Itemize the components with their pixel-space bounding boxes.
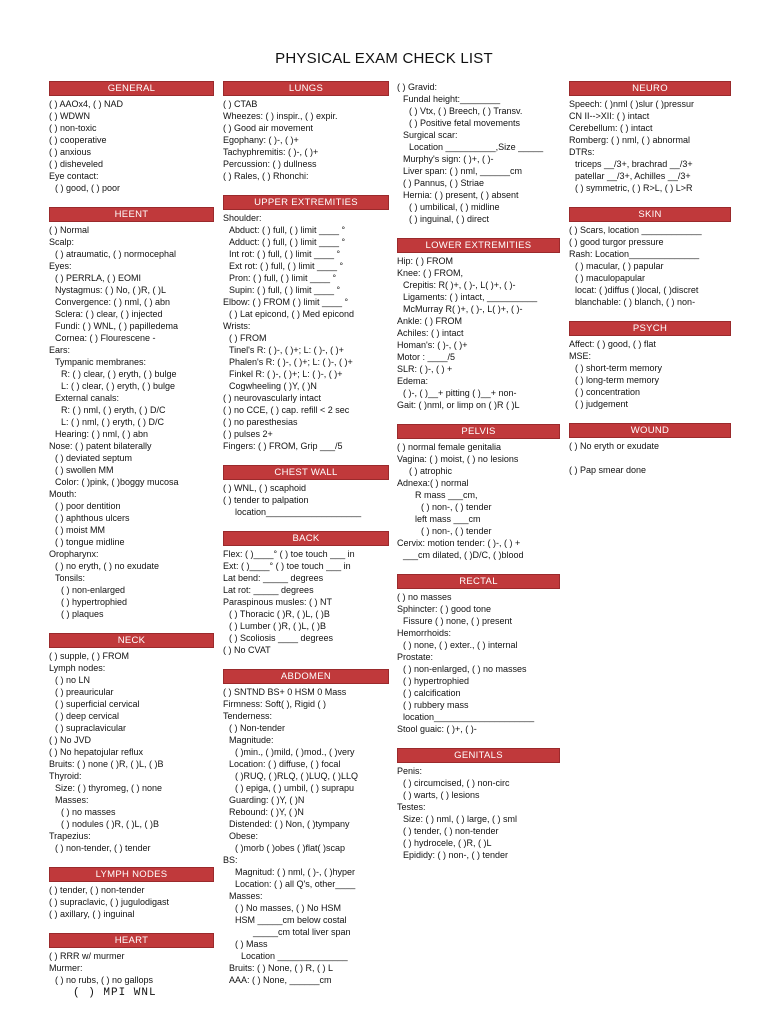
checklist-line: Adnexa:( ) normal	[397, 478, 469, 488]
checklist-line: ( ) No JVD	[49, 735, 92, 745]
checklist-line: _____cm total liver span	[253, 927, 351, 937]
checklist-line: locat: ( )diffus ( )local, ( )discret	[575, 285, 699, 295]
checklist-line: ( ) warts, ( ) lesions	[403, 790, 480, 800]
checklist-line: ( ) epiga, ( ) umbil, ( ) suprapu	[235, 783, 355, 793]
checklist-line: Masses:	[55, 795, 89, 805]
checklist-line: ( ) CTAB	[223, 99, 258, 109]
checklist-line: Magnitud: ( ) nml, ( )-, ( )hyper	[235, 867, 356, 877]
checklist-line: Nose: ( ) patent bilaterally	[49, 441, 152, 451]
checklist-line: Eye contact:	[49, 171, 99, 181]
checklist-line: Size: ( ) nml, ( ) large, ( ) sml	[403, 814, 518, 824]
checklist-line: Wrists:	[223, 321, 251, 331]
checklist-line: ( ) swollen MM	[55, 465, 114, 475]
section-wound	[569, 423, 731, 476]
checklist-line: Int rot: ( ) full, ( ) limit ____ °	[229, 249, 341, 259]
checklist-line: Location: ( ) all Q's, other____	[235, 879, 356, 889]
checklist-line: ( ) no LN	[55, 675, 91, 685]
section-gravid	[397, 81, 560, 225]
checklist-line: Gait: ( )nml, or limp on ( )R ( )L	[397, 400, 520, 410]
section-psych	[569, 321, 731, 410]
checklist-line: ( ) judgement	[575, 399, 629, 409]
checklist-line: Romberg: ( ) nml, ( ) abnormal	[569, 135, 691, 145]
section-general	[49, 81, 214, 194]
section-header-chest: CHEST WALL	[223, 465, 389, 480]
checklist-line: ( ) plaques	[61, 609, 104, 619]
checklist-line: Fingers: ( ) FROM, Grip ___/5	[223, 441, 343, 451]
checklist-line: Murmer:	[49, 963, 83, 973]
checklist-line: ( ) hypertrophied	[61, 597, 128, 607]
section-lungs	[223, 81, 389, 182]
checklist-line: ( ) long-term memory	[575, 375, 660, 385]
checklist-line: Color: ( )pink, ( )boggy mucosa	[55, 477, 179, 487]
checklist-line: Tachyphremitis: ( )-, ( )+	[223, 147, 319, 157]
checklist-line: ( ) no masses	[61, 807, 116, 817]
checklist-line: Scalp:	[49, 237, 75, 247]
checklist-line: R mass ___cm,	[415, 490, 478, 500]
section-rectal	[397, 574, 560, 735]
column-3	[397, 81, 560, 874]
checklist-line: ( ) Lumber ( )R, ( )L, ( )B	[229, 621, 327, 631]
checklist-line: left mass ___cm	[415, 514, 481, 524]
checklist-line: ( ) PERRLA, ( ) EOMI	[55, 273, 142, 283]
checklist-line: Cornea: ( ) Flourescene -	[55, 333, 156, 343]
checklist-line: ( ) neurovascularly intact	[223, 393, 322, 403]
checklist-line: L: ( ) clear, ( ) eryth, ( ) bulge	[61, 381, 176, 391]
section-header-pelvis: PELVIS	[397, 424, 560, 439]
checklist-line: location____________________	[403, 712, 535, 722]
checklist-line: ( ) FROM	[229, 333, 267, 343]
checklist-line: ( ) Non-tender	[229, 723, 286, 733]
checklist-line: Prostate:	[397, 652, 434, 662]
section-header-neuro: NEURO	[569, 81, 731, 96]
checklist-line: Phalen's R: ( )-, ( )+; L: ( )-, ( )+	[229, 357, 353, 367]
checklist-line: DTRs:	[569, 147, 595, 157]
checklist-line: Edema:	[397, 376, 429, 386]
section-header-lungs: LUNGS	[223, 81, 389, 96]
checklist-line: Adduct: ( ) full, ( ) limit ____ °	[229, 237, 346, 247]
checklist-line: SLR: ( )-, ( ) +	[397, 364, 453, 374]
checklist-line: Bruits: ( ) none ( )R, ( )L, ( )B	[49, 759, 164, 769]
checklist-line: ( ) Vtx, ( ) Breech, ( ) Transv.	[409, 106, 523, 116]
checklist-line: Ext rot: ( ) full, ( ) limit ____ °	[229, 261, 344, 271]
checklist-line: ( ) WNL, ( ) scaphoid	[223, 483, 307, 493]
checklist-line: Firmness: Soft( ), Rigid ( )	[223, 699, 327, 709]
checklist-line: ( ) Mass	[235, 939, 268, 949]
checklist-line: Nystagmus: ( ) No, ( )R, ( )L	[55, 285, 167, 295]
checklist-line: ( ) tender, ( ) non-tender	[403, 826, 499, 836]
checklist-line: ( ) axillary, ( ) inguinal	[49, 909, 135, 919]
checklist-line: ( ) circumcised, ( ) non-circ	[403, 778, 510, 788]
section-header-abdomen: ABDOMEN	[223, 669, 389, 684]
section-header-skin: SKIN	[569, 207, 731, 222]
checklist-line: Lymph nodes:	[49, 663, 106, 673]
checklist-line: ( ) no CCE, ( ) cap. refill < 2 sec	[223, 405, 350, 415]
checklist-line: AAA: ( ) None, ______cm	[229, 975, 332, 985]
checklist-line: ( ) No eryth or exudate	[569, 441, 660, 451]
checklist-line: MSE:	[569, 351, 592, 361]
checklist-line: ( ) no paresthesias	[223, 417, 298, 427]
checklist-line: ( ) Normal	[49, 225, 89, 235]
checklist-line: McMurray R( )+, ( )-, L( )+, ( )-	[403, 304, 523, 314]
column-1	[49, 81, 214, 1013]
checklist-line: L: ( ) nml, ( ) eryth, ( ) D/C	[61, 417, 165, 427]
checklist-line: ( ) Scoliosis ____ degrees	[229, 633, 334, 643]
checklist-line: ( ) Gravid:	[397, 82, 438, 92]
checklist-line: ( ) pulses 2+	[223, 429, 273, 439]
checklist-line: ( ) Good air movement	[223, 123, 314, 133]
checklist-line: Knee: ( ) FROM,	[397, 268, 464, 278]
checklist-line: ( ) tongue midline	[55, 537, 125, 547]
checklist-line: ( ) deviated septum	[55, 453, 133, 463]
checklist-line: ( ) tender, ( ) non-tender	[49, 885, 145, 895]
checklist-line: Wheezes: ( ) inspir., ( ) expir.	[223, 111, 338, 121]
checklist-line: ( ) MPI WNL	[73, 987, 157, 999]
checklist-line: ( ) supraclavic, ( ) jugulodigast	[49, 897, 170, 907]
checklist-line: Abduct: ( ) full, ( ) limit ____ °	[229, 225, 346, 235]
checklist-line: ( ) WDWN	[49, 111, 90, 121]
checklist-line: Hip: ( ) FROM	[397, 256, 453, 266]
checklist-line: Bruits: ( ) None, ( ) R, ( ) L	[229, 963, 334, 973]
checklist-line: ( ) Positive fetal movements	[409, 118, 521, 128]
checklist-line: Size: ( ) thyromeg, ( ) none	[55, 783, 163, 793]
checklist-line: Tenderness:	[223, 711, 273, 721]
checklist-line: Sclera: ( ) clear, ( ) injected	[55, 309, 163, 319]
checklist-line: Stool guaic: ( )+, ( )-	[397, 724, 477, 734]
checklist-line: ( ) superficial cervical	[55, 699, 140, 709]
checklist-line: location___________________	[235, 507, 362, 517]
checklist-line	[569, 452, 731, 464]
checklist-line: ( ) disheveled	[49, 159, 104, 169]
checklist-line: ( )morb ( )obes ( )flat( )scap	[235, 843, 346, 853]
checklist-line: ( ) supple, ( ) FROM	[49, 651, 130, 661]
checklist-line: ( ) non-enlarged, ( ) no masses	[403, 664, 527, 674]
checklist-line: blanchable: ( ) blanch, ( ) non-	[575, 297, 696, 307]
checklist-line: Penis:	[397, 766, 423, 776]
section-lymph	[49, 867, 214, 920]
page-title: PHYSICAL EXAM CHECK LIST	[275, 50, 493, 67]
column-4	[569, 81, 731, 489]
checklist-line: Lat rot: _____ degrees	[223, 585, 314, 595]
checklist-line: Obese:	[229, 831, 259, 841]
checklist-line: Hernia: ( ) present, ( ) absent	[403, 190, 519, 200]
checklist-line: Distended: ( ) Non, ( )tympany	[229, 819, 350, 829]
checklist-line: Tinel's R: ( )-, ( )+; L: ( )-, ( )+	[229, 345, 344, 355]
checklist-line: Oropharynx:	[49, 549, 99, 559]
checklist-line: ( ) No masses, ( ) No HSM	[235, 903, 342, 913]
checklist-line: CN II-->XII: ( ) intact	[569, 111, 650, 121]
checklist-line: ( ) No CVAT	[223, 645, 271, 655]
checklist-line: Ears:	[49, 345, 71, 355]
checklist-line: ( )min., ( )mild, ( )mod., ( )very	[235, 747, 355, 757]
checklist-line: External canals:	[55, 393, 120, 403]
checklist-line: ( ) Pannus, ( ) Striae	[403, 178, 485, 188]
section-back	[223, 531, 389, 656]
checklist-line: Elbow: ( ) FROM ( ) limit ____ °	[223, 297, 349, 307]
checklist-line: Vagina: ( ) moist, ( ) no lesions	[397, 454, 519, 464]
checklist-line: Lat bend: _____ degrees	[223, 573, 324, 583]
checklist-line: ( ) hydrocele, ( )R, ( )L	[403, 838, 492, 848]
checklist-line: Pron: ( ) full, ( ) limit ____ °	[229, 273, 337, 283]
checklist-line: ( ) cooperative	[49, 135, 107, 145]
checklist-line: ( ) inguinal, ( ) direct	[409, 214, 490, 224]
checklist-line: Tympanic membranes:	[55, 357, 147, 367]
checklist-line: Rash: Location______________	[569, 249, 700, 259]
checklist-line: ( ) non-toxic	[49, 123, 97, 133]
checklist-line: ( ) Pap smear done	[569, 465, 647, 475]
checklist-line: Hemorrhoids:	[397, 628, 452, 638]
checklist-line: Percussion: ( ) dullness	[223, 159, 317, 169]
checklist-line: Testes:	[397, 802, 426, 812]
checklist-line: BS:	[223, 855, 238, 865]
checklist-line: Sphincter: ( ) good tone	[397, 604, 492, 614]
checklist-line: Fissure ( ) none, ( ) present	[403, 616, 513, 626]
checklist-line: ( ) no eryth, ( ) no exudate	[55, 561, 160, 571]
checklist-line: ( ) poor dentition	[55, 501, 121, 511]
checklist-line: ( ) rubbery mass	[403, 700, 469, 710]
section-header-back: BACK	[223, 531, 389, 546]
section-neck	[49, 633, 214, 854]
checklist-line: ( ) nodules ( )R, ( )L, ( )B	[61, 819, 160, 829]
checklist-line: Crepitis: R( )+, ( )-, L( )+, ( )-	[403, 280, 516, 290]
checklist-line: ( ) no masses	[397, 592, 452, 602]
checklist-line: Surgical scar:	[403, 130, 458, 140]
checklist-line: Location: ( ) diffuse, ( ) focal	[229, 759, 341, 769]
section-header-rectal: RECTAL	[397, 574, 560, 589]
section-heent	[49, 207, 214, 620]
checklist-line: Tonsils:	[55, 573, 86, 583]
checklist-line: ( ) anxious	[49, 147, 92, 157]
checklist-line: ( ) preauricular	[55, 687, 114, 697]
checklist-line: Affect: ( ) good, ( ) flat	[569, 339, 656, 349]
section-upper	[223, 195, 389, 452]
checklist-line: ( ) moist MM	[55, 525, 105, 535]
checklist-line: ( ) SNTND BS+ 0 HSM 0 Mass	[223, 687, 347, 697]
section-skin	[569, 207, 731, 308]
section-header-heent: HEENT	[49, 207, 214, 222]
checklist-line: Location ______________	[241, 951, 348, 961]
checklist-line: ( ) No hepatojular reflux	[49, 747, 144, 757]
checklist-line: ( ) atrophic	[409, 466, 453, 476]
checklist-line: ( ) supraclavicular	[55, 723, 127, 733]
checklist-line: Speech: ( )nml ( )slur ( )pressur	[569, 99, 695, 109]
checklist-line: Murphy's sign: ( )+, ( )-	[403, 154, 494, 164]
checklist-line: ( ) deep cervical	[55, 711, 120, 721]
checklist-line: ( ) concentration	[575, 387, 641, 397]
checklist-line: triceps __/3+, brachrad __/3+	[575, 159, 693, 169]
section-header-psych: PSYCH	[569, 321, 731, 336]
checklist-line: ( ) maculopapular	[575, 273, 646, 283]
checklist-line: Ligaments: ( ) intact, __________	[403, 292, 538, 302]
checklist-line: Fundal height:________	[403, 94, 501, 104]
section-header-neck: NECK	[49, 633, 214, 648]
checklist-line: Eyes:	[49, 261, 72, 271]
checklist-line: ( ) AAOx4, ( ) NAD	[49, 99, 124, 109]
checklist-line: Magnitude:	[229, 735, 274, 745]
checklist-line: Shoulder:	[223, 213, 262, 223]
checklist-line: ( ) non-, ( ) tender	[421, 526, 492, 536]
section-header-heart: HEART	[49, 933, 214, 948]
checklist-line: ( ) good turgor pressure	[569, 237, 664, 247]
checklist-line: ( ) calcification	[403, 688, 461, 698]
checklist-line: ( ) normal female genitalia	[397, 442, 502, 452]
checklist-line: HSM _____cm below costal	[235, 915, 347, 925]
section-abdomen	[223, 669, 389, 986]
checklist-line: ( ) none, ( ) exter., ( ) internal	[403, 640, 518, 650]
checklist-line: ( ) symmetric, ( ) R>L, ( ) L>R	[575, 183, 693, 193]
checklist-line: ( ) short-term memory	[575, 363, 663, 373]
checklist-line: Thyroid:	[49, 771, 82, 781]
checklist-line: Cerebellum: ( ) intact	[569, 123, 653, 133]
checklist-line: Finkel R: ( )-, ( )+; L: ( )-, ( )+	[229, 369, 343, 379]
section-neuro	[569, 81, 731, 194]
checklist-line: R: ( ) clear, ( ) eryth, ( ) bulge	[61, 369, 177, 379]
checklist-line: ( ) non-tender, ( ) tender	[55, 843, 151, 853]
checklist-line: Fundi: ( ) WNL, ( ) papilledema	[55, 321, 179, 331]
checklist-line: Ext: ( )____° ( ) toe touch ___ in	[223, 561, 351, 571]
section-header-upper: UPPER EXTREMITIES	[223, 195, 389, 210]
checklist-line: Rebound: ( )Y, ( )N	[229, 807, 304, 817]
section-header-wound: WOUND	[569, 423, 731, 438]
section-pelvis	[397, 424, 560, 561]
checklist-line: Cervix: motion tender: ( )-, ( ) +	[397, 538, 521, 548]
checklist-line: Flex: ( )____° ( ) toe touch ___ in	[223, 549, 355, 559]
checklist-line: ( ) Thoracic ( )R, ( )L, ( )B	[229, 609, 330, 619]
checklist-line: patellar __/3+, Achilles __/3+	[575, 171, 691, 181]
checklist-line: Liver span: ( ) nml, ______cm	[403, 166, 523, 176]
section-header-lymph: LYMPH NODES	[49, 867, 214, 882]
checklist-line: ( )RUQ, ( )RLQ, ( )LUQ, ( )LLQ	[235, 771, 359, 781]
checklist-line: ( ) RRR w/ murmer	[49, 951, 125, 961]
section-chest	[223, 465, 389, 518]
checklist-line: ( ) Rales, ( ) Rhonchi:	[223, 171, 309, 181]
checklist-line: Hearing: ( ) nml, ( ) abn	[55, 429, 149, 439]
checklist-line: Masses:	[229, 891, 263, 901]
checklist-line: Mouth:	[49, 489, 77, 499]
checklist-line: Supin: ( ) full, ( ) limit ____ °	[229, 285, 341, 295]
checklist-line: Trapezius:	[49, 831, 91, 841]
checklist-line: ( )-, ( )__+ pitting ( )__+ non-	[403, 388, 517, 398]
checklist-line: ( ) good, ( ) poor	[55, 183, 121, 193]
checklist-line: Guarding: ( )Y, ( )N	[229, 795, 305, 805]
checklist-line: Cogwheeling ( )Y, ( )N	[229, 381, 317, 391]
checklist-line: ( ) Lat epicond, ( ) Med epicond	[229, 309, 355, 319]
section-header-genitals: GENITALS	[397, 748, 560, 763]
checklist-line: Egophany: ( )-, ( )+	[223, 135, 299, 145]
checklist-line: ( ) Scars, location ____________	[569, 225, 702, 235]
checklist-line: ( ) no rubs, ( ) no gallops	[55, 975, 154, 985]
checklist-line: R: ( ) nml, ( ) eryth, ( ) D/C	[61, 405, 166, 415]
checklist-line: Location __________,Size _____	[409, 142, 544, 152]
checklist-line: Ankle: ( ) FROM	[397, 316, 463, 326]
section-genitals	[397, 748, 560, 861]
checklist-line: ( ) aphthous ulcers	[55, 513, 130, 523]
section-heart	[49, 933, 214, 1000]
checklist-line: ( ) umbilical, ( ) midline	[409, 202, 500, 212]
checklist-line: ( ) non-, ( ) tender	[421, 502, 492, 512]
checklist-line: Motor : ____/5	[397, 352, 456, 362]
checklist-line: ( ) atraumatic, ( ) normocephal	[55, 249, 177, 259]
checklist-line: Paraspinous musles: ( ) NT	[223, 597, 333, 607]
checklist-line: ( ) tender to palpation	[223, 495, 309, 505]
column-2	[223, 81, 389, 999]
checklist-line: Epididy: ( ) non-, ( ) tender	[403, 850, 509, 860]
checklist-line: ( ) hypertrophied	[403, 676, 470, 686]
checklist-line: Homan's: ( )-, ( )+	[397, 340, 468, 350]
section-lower	[397, 238, 560, 411]
section-header-general: GENERAL	[49, 81, 214, 96]
section-header-lower: LOWER EXTREMITIES	[397, 238, 560, 253]
checklist-line: Convergence: ( ) nml, ( ) abn	[55, 297, 171, 307]
checklist-line: ( ) non-enlarged	[61, 585, 126, 595]
checklist-line: Achiles: ( ) intact	[397, 328, 464, 338]
checklist-line: ( ) macular, ( ) papular	[575, 261, 664, 271]
checklist-line: ___cm dilated, ( )D/C, ( )blood	[403, 550, 524, 560]
